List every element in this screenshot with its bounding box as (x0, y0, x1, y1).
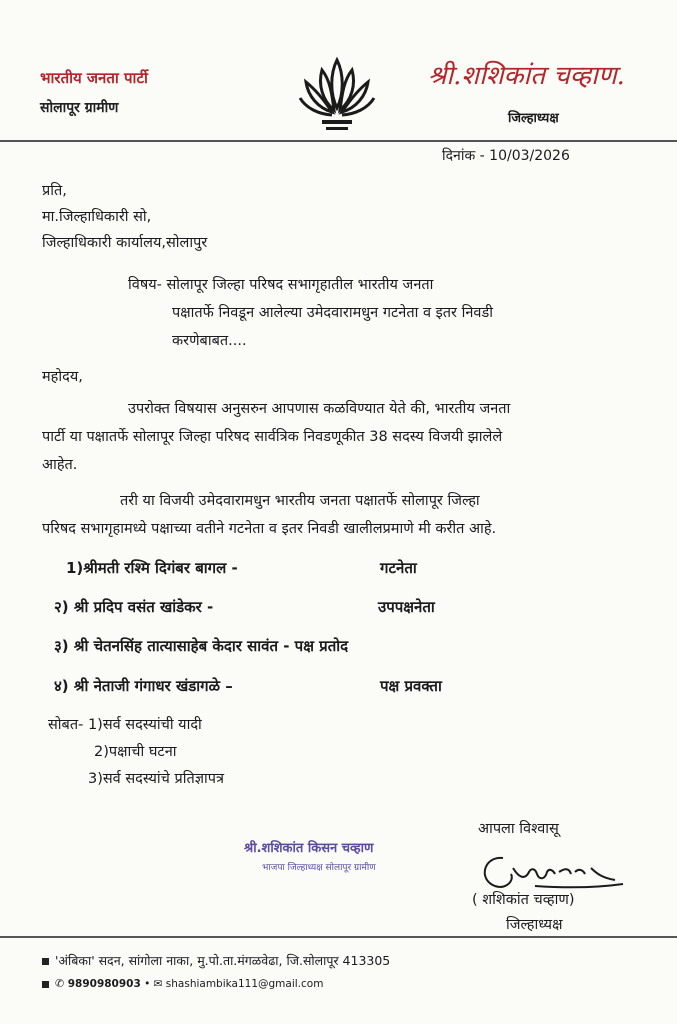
appointment-1-name: 1)श्रीमती रश्मि दिगंबर बागल - (66, 559, 238, 577)
header-divider (0, 140, 677, 142)
recipient-line-2: मा.जिल्हाधिकारी सो, (42, 209, 152, 225)
para1-line-1: उपरोक्त विषयास अनुसरुन आपणास कळविण्यात येते की, भारतीय जनता (128, 401, 511, 417)
appointment-4-name: ४) श्री नेताजी गंगाधर खंडागळे – (54, 677, 233, 695)
subject-line-3: करणेबाबत.... (172, 333, 247, 349)
email-address: shashiambika111@gmail.com (165, 978, 324, 990)
bullet-icon (42, 981, 49, 988)
para1-line-3: आहेत. (42, 457, 78, 473)
salutation: महोदय, (42, 369, 83, 385)
para2-line-1: तरी या विजयी उमेदवारामधुन भारतीय जनता पक्षातर्फे सोलापूर जिल्हा (120, 493, 480, 509)
address-text: 'अंबिका' सदन, सांगोला नाका, मु.पो.ता.मंगळवेढा, जि.सोलापूर 413305 (55, 953, 391, 968)
phone-number: 9890980903 (67, 978, 141, 990)
para1-line-2: पार्टी या पक्षातर्फे सोलापूर जिल्हा परिषद सार्वत्रिक निवडणूकीत 38 सदस्य विजयी झालेले (42, 429, 503, 445)
appointment-2-role: उपपक्षनेता (378, 598, 435, 616)
bullet-icon (42, 958, 49, 965)
appointment-1-role: गटनेता (380, 559, 417, 577)
para2-line-2: परिषद सभागृहामध्ये पक्षाच्या वतीने गटनेता व इतर निवडी खालीलप्रमाणे मी करीत आहे. (42, 521, 497, 537)
footer-contact: ✆ 9890980903 • ✉ shashiambika111@gmail.com (42, 977, 323, 990)
stamp-name: श्री.शशिकांत किसन चव्हाण (244, 841, 374, 856)
enclosure-line-1: सोबत- 1)सर्व सदस्यांची यादी (48, 717, 202, 733)
president-name: श्री.शशिकांत चव्हाण. (428, 61, 625, 91)
appointment-3-name: ३) श्री चेतनसिंह तात्यासाहेब केदार सावंत - पक्ष प्रतोद (54, 637, 349, 655)
president-title: जिल्हाध्यक्ष (508, 111, 559, 126)
subject-line-1: विषय- सोलापूर जिल्हा परिषद सभागृहातील भारतीय जनता (128, 277, 434, 293)
enclosure-line-2: 2)पक्षाची घटना (94, 744, 177, 760)
subject-line-2: पक्षातर्फे निवडून आलेल्या उमेदवारामधुन गटनेता व इतर निवडी (172, 305, 493, 321)
phone-icon: ✆ (55, 977, 68, 990)
footer-address (42, 952, 390, 969)
email-icon: ✉ (153, 978, 166, 990)
enclosure-line-3: 3)सर्व सदस्यांचे प्रतिज्ञापत्र (88, 771, 225, 787)
appointment-2-name: २) श्री प्रदिप वसंत खांडेकर - (54, 598, 214, 616)
recipient-line-1: प्रति, (42, 183, 67, 199)
footer-divider (0, 936, 677, 938)
stamp-title: भाजपा जिल्हाध्यक्ष सोलापूर ग्रामीण (262, 863, 376, 873)
signer-name: ( शशिकांत चव्हाण) (472, 892, 575, 908)
signer-title: जिल्हाध्यक्ष (506, 917, 563, 933)
district-name: सोलापूर ग्रामीण (40, 100, 119, 116)
party-name: भारतीय जनता पार्टी (40, 69, 148, 87)
appointment-4-role: पक्ष प्रवक्ता (380, 677, 442, 695)
lotus-logo-icon (292, 52, 382, 142)
yours-faithfully: आपला विश्वासू (478, 821, 559, 837)
recipient-line-3: जिल्हाधिकारी कार्यालय,सोलापुर (42, 235, 208, 251)
letter-date: दिनांक - 10/03/2026 (442, 148, 570, 164)
